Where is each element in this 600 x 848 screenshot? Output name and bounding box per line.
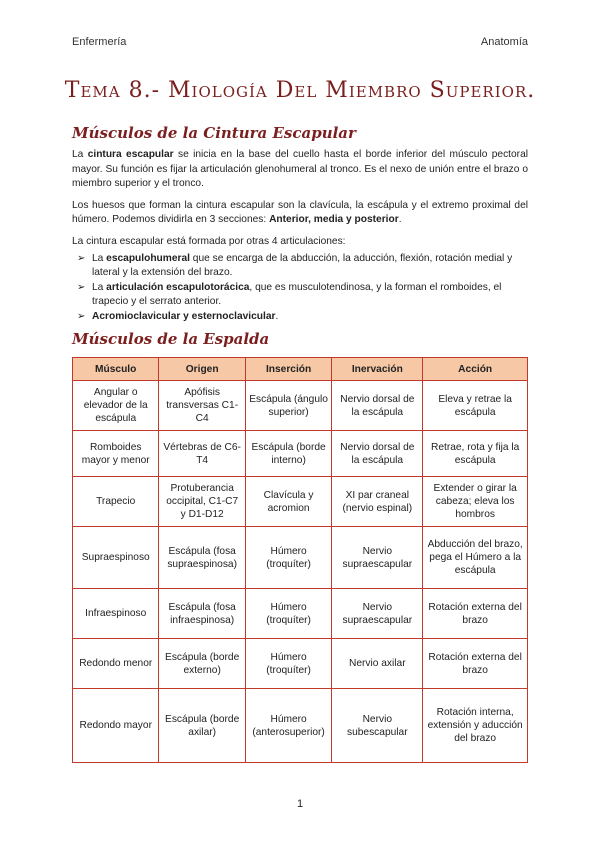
table-cell: Eleva y retrae la escápula <box>423 381 528 431</box>
table-cell: Trapecio <box>73 477 159 527</box>
table-row <box>73 477 528 527</box>
muscles-table <box>72 357 528 763</box>
list-item: ➢ La escapulohumeral que se encarga de la abducción, la aducción, flexión, rotación medial y lateral y la extensión del brazo. <box>77 252 513 279</box>
table-cell: Rotación externa del brazo <box>423 639 528 689</box>
paragraph-definition: La cintura escapular se inicia en la base del cuello hasta el borde inferior del músculo pectoral mayor. Su función es fijar la articulación glenohumeral al tronco. Es el nexo de unión entre el brazo o miembro superior y el tronco. <box>72 149 529 190</box>
header-course: Anatomía <box>480 36 528 48</box>
column-header: Inserción <box>245 358 331 381</box>
table-cell: Escápula (borde axilar) <box>159 689 245 763</box>
page-number: 1 <box>296 798 304 810</box>
column-header: Acción <box>423 358 528 381</box>
column-header: Inervación <box>332 358 423 381</box>
table-cell: Nervio subescapular <box>332 689 423 763</box>
table-cell: Protuberancia occipital, C1-C7 y D1-D12 <box>159 477 245 527</box>
section-heading-cintura: Músculos de la Cintura Escapular <box>72 124 356 142</box>
table-row <box>73 527 528 589</box>
table-cell: Infraespinoso <box>73 589 159 639</box>
section-heading-espalda: Músculos de la Espalda <box>72 330 270 348</box>
table-cell: Nervio dorsal de la escápula <box>332 431 423 477</box>
table-cell: Clavícula y acromion <box>245 477 331 527</box>
table-cell: Escápula (borde interno) <box>245 431 331 477</box>
table-cell: Escápula (fosa supraespinosa) <box>159 527 245 589</box>
column-header: Músculo <box>73 358 159 381</box>
table-row <box>73 381 528 431</box>
arrow-icon: ➢ <box>77 310 86 322</box>
table-cell: Abducción del brazo, pega el Húmero a la escápula <box>423 527 528 589</box>
table-row <box>73 639 528 689</box>
table-cell: Romboides mayor y menor <box>73 431 159 477</box>
header-subject: Enfermería <box>72 36 127 48</box>
table-cell: Angular o elevador de la escápula <box>73 381 159 431</box>
arrow-icon: ➢ <box>77 252 86 264</box>
table-cell: Húmero (anterosuperior) <box>245 689 331 763</box>
arrow-icon: ➢ <box>77 281 86 293</box>
table-cell: Supraespinoso <box>73 527 159 589</box>
table-cell: Nervio axilar <box>332 639 423 689</box>
table-cell: Húmero (troquíter) <box>245 589 331 639</box>
paragraph-bones: Los huesos que forman la cintura escapular son la clavícula, la escápula y el extremo proximal del húmero. Podemos dividirla en 3 secciones: Anterior, media y posterior. <box>72 199 528 226</box>
table-row <box>73 689 528 763</box>
table-cell: Extender o girar la cabeza; eleva los hombros <box>423 477 528 527</box>
table-cell: Apófisis transversas C1-C4 <box>159 381 245 431</box>
table-cell: Nervio dorsal de la escápula <box>332 381 423 431</box>
list-item: ➢ Acromioclavicular y esternoclavicular. <box>72 310 528 325</box>
table-cell: Rotación externa del brazo <box>423 589 528 639</box>
page-title: Tema 8.- Miología Del Miembro Superior. <box>64 78 536 103</box>
table-cell: Nervio supraescapular <box>332 527 423 589</box>
table-cell: Redondo menor <box>73 639 159 689</box>
table-cell: Redondo mayor <box>73 689 159 763</box>
table-row <box>73 589 528 639</box>
table-cell: Húmero (troquíter) <box>245 639 331 689</box>
table-header-row <box>73 358 528 381</box>
table-cell: Vértebras de C6-T4 <box>159 431 245 477</box>
column-header: Origen <box>159 358 245 381</box>
table-row <box>73 431 528 477</box>
list-item: ➢ La articulación escapulotorácica, que es musculotendinosa, y la forman el romboides, el trapecio y el serrato anterior. <box>77 281 502 308</box>
paragraph-articulations: La cintura escapular está formada por otras 4 articulaciones: <box>72 235 346 247</box>
section-body-cintura <box>72 148 528 325</box>
table-cell: Húmero (troquíter) <box>245 527 331 589</box>
table-cell: Rotación interna, extensión y aducción del brazo <box>423 689 528 763</box>
articulation-list <box>72 252 528 325</box>
table-cell: XI par craneal (nervio espinal) <box>332 477 423 527</box>
table-cell: Retrae, rota y fija la escápula <box>423 431 528 477</box>
table-cell: Escápula (fosa infraespinosa) <box>159 589 245 639</box>
table-cell: Escápula (borde externo) <box>159 639 245 689</box>
table-cell: Nervio supraescapular <box>332 589 423 639</box>
table-cell: Escápula (ángulo superior) <box>245 381 331 431</box>
